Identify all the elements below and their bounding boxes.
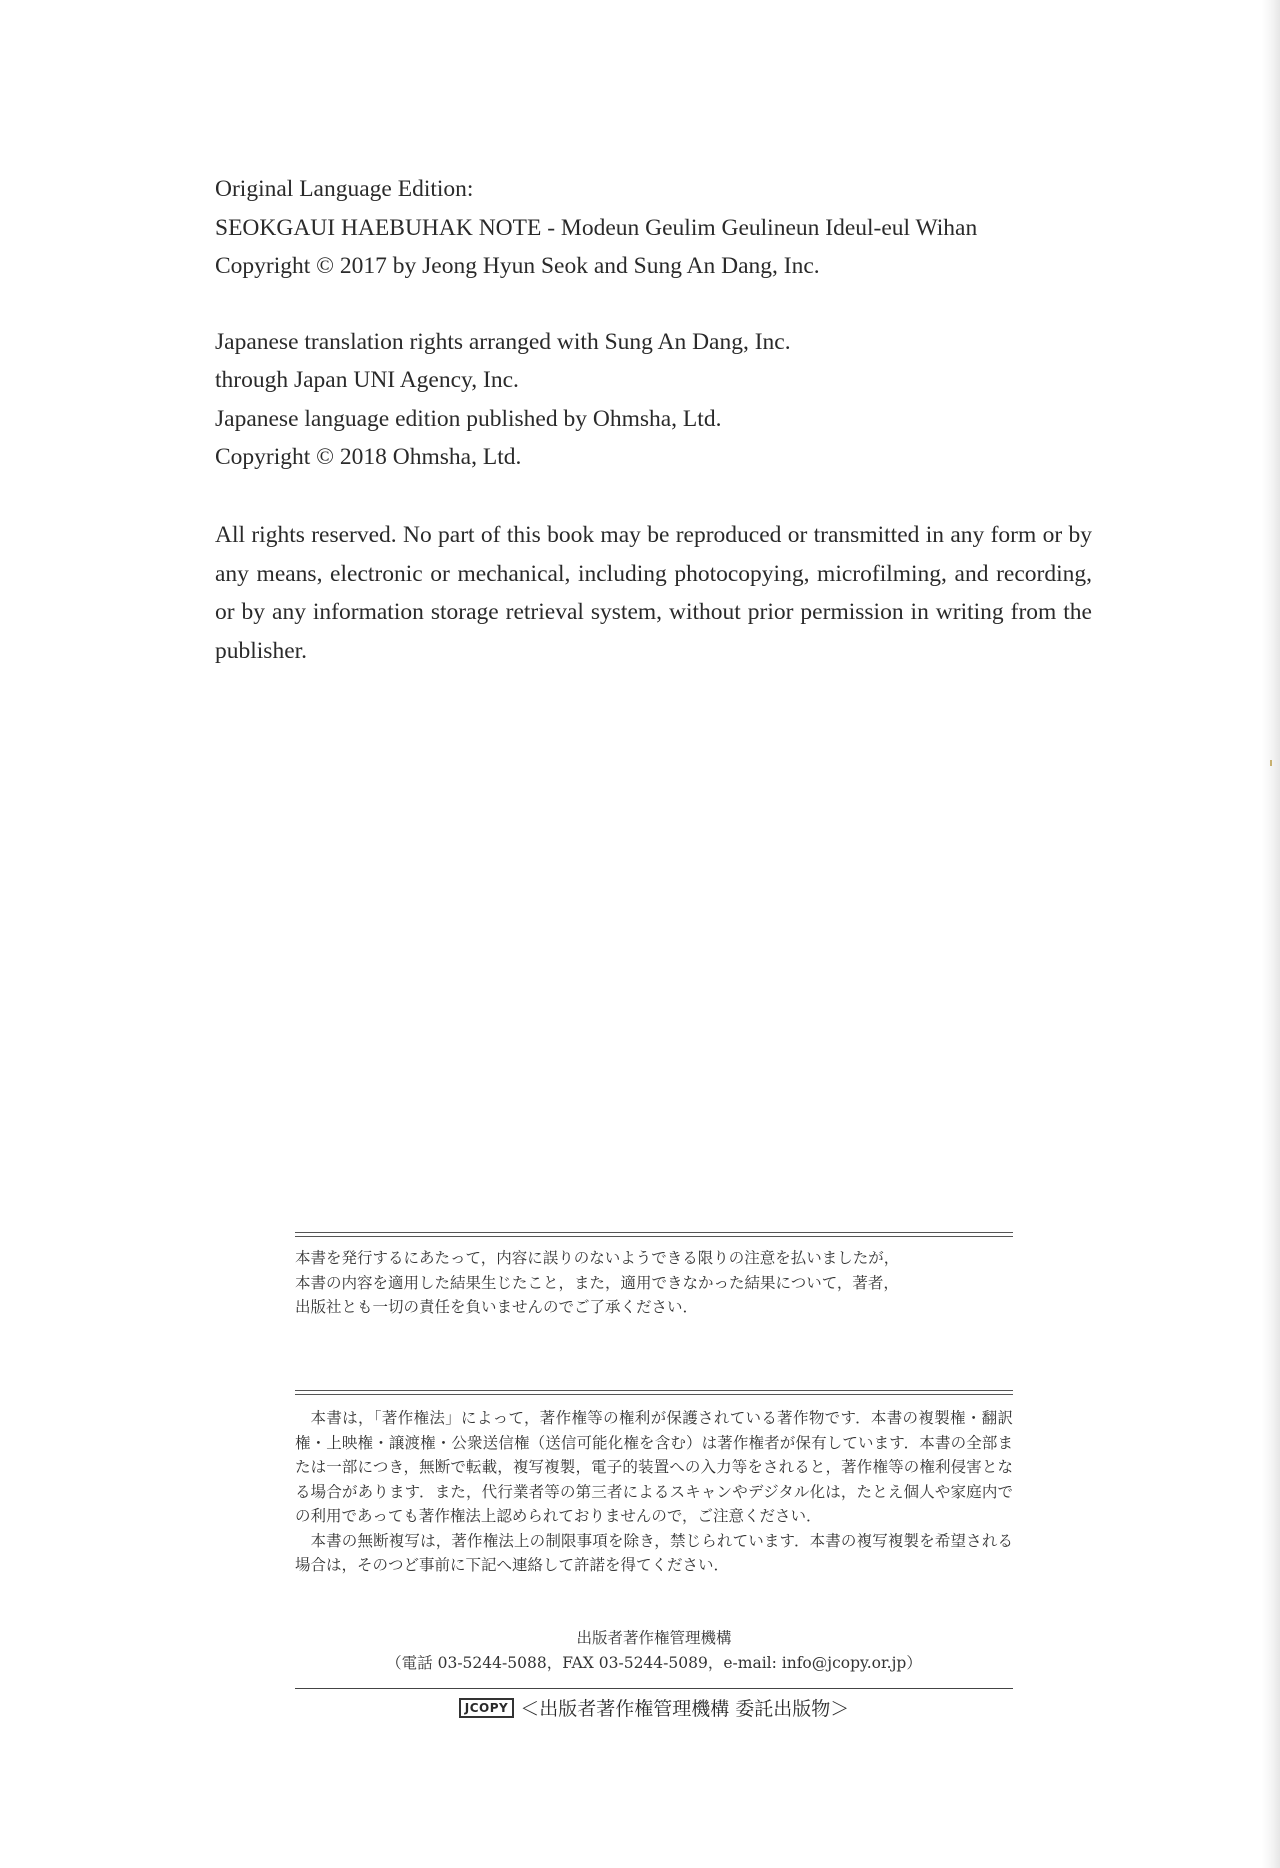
original-edition-label: Original Language Edition:	[215, 176, 474, 202]
disclaimer-line: 本書を発行するにあたって，内容に誤りのないようできる限りの注意を払いましたが，	[295, 1249, 900, 1267]
jcopy-consigned-line	[295, 1695, 1013, 1723]
copyright-block	[215, 170, 1115, 477]
original-copyright: Copyright © 2017 by Jeong Hyun Seok and Sung An Dang, Inc.	[215, 253, 820, 279]
spacer	[215, 286, 1115, 323]
jcopy-logo: JCOPY	[459, 1698, 514, 1718]
japanese-edition-line: Japanese language edition published by Ohmsha, Ltd.	[215, 405, 722, 432]
translation-rights-line: Japanese translation rights arranged with Sung An Dang, Inc.	[215, 328, 791, 355]
law-paragraph: 本書の無断複写は，著作権法上の制限事項を除き，禁じられています．本書の複写複製を希望される場合は，そのつど事前に下記へ連絡して許諾を得てください．	[295, 1531, 1013, 1574]
law-paragraph: 本書は，「著作権法」によって，著作権等の権利が保護されている著作物です．本書の複製権・翻訳権・上映権・譲渡権・公衆送信権（送信可能化権を含む）は著作権者が保有しています．本書の全部または一部につき，無断で転載，複写複製，電子的装置への入力等をされると，著作権等の権利侵害となる場合があります．また，代行業者等の第三者によるスキャンやデジタル化は，たとえ個人や家庭内での利用であっても著作権法上認められておりませんので，ご注意ください．	[295, 1409, 1013, 1525]
japanese-copyright: Copyright © 2018 Ohmsha, Ltd.	[215, 444, 522, 470]
disclaimer-top-rule	[295, 1232, 1013, 1237]
page-edge-shadow	[1262, 0, 1280, 1868]
disclaimer-line: 本書の内容を適用した結果生じたこと，また，適用できなかった結果について，著者，	[295, 1273, 899, 1292]
disclaimer-notice	[295, 1246, 1013, 1320]
translation-agency-line: through Japan UNI Agency, Inc.	[215, 367, 519, 393]
disclaimer-line: 出版社とも一切の責任を負いませんのでご了承ください．	[295, 1298, 699, 1316]
all-rights-reserved-notice: All rights reserved. No part of this book may be reproduced or transmitted in any form or by any means, electronic or mechanical, including photocopying, microfilming, and recording, or by any information storage retrieval system, without prior permission in writing from the publisher.	[215, 522, 1092, 664]
jcopy-consigned-text: ＜出版者著作権管理機構 委託出版物＞	[520, 1698, 850, 1720]
jcopy-org-name: 出版者著作権管理機構	[576, 1629, 732, 1647]
copyright-law-notice	[295, 1406, 1013, 1578]
law-notice-top-rule	[295, 1390, 1013, 1395]
scan-artifact-mark	[1270, 760, 1272, 766]
jcopy-contact: （電話 03-5244-5088，FAX 03-5244-5089，e-mail: info@jcopy.or.jp）	[386, 1654, 922, 1672]
jcopy-rule	[295, 1688, 1013, 1689]
original-title: SEOKGAUI HAEBUHAK NOTE - Modeun Geulim Geulineun Ideul-eul Wihan	[215, 214, 978, 241]
